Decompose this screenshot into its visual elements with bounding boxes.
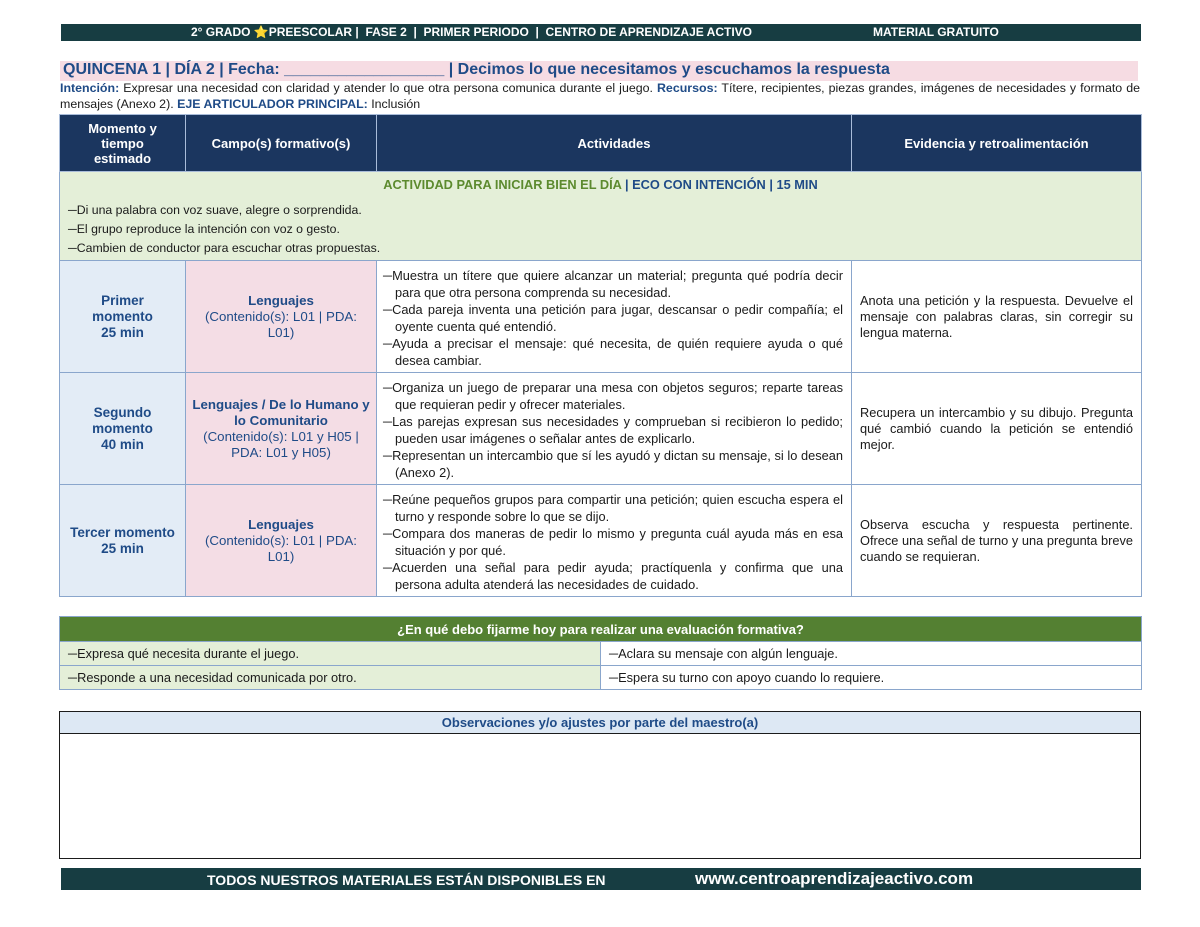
banner-left-text: 2° GRADO ⭐PREESCOLAR | FASE 2 | PRIMER PERIODO | CENTRO DE APRENDIZAJE ACTIVO <box>191 25 752 39</box>
formative-evaluation-table <box>59 616 1142 690</box>
table-row <box>60 261 1142 373</box>
field-name: Lenguajes <box>248 292 314 308</box>
list-item: ─ Di una palabra con voz suave, alegre o sorprendida. <box>68 201 1133 220</box>
activity-item: ─ Reúne pequeños grupos para compartir una petición; quien escucha espera el turno y responde sobre lo que se dijo. <box>383 491 843 525</box>
evidence-cell: Anota una petición y la respuesta. Devuelve el mensaje con palabras claras, sin corregir su lengua materna. <box>852 261 1142 373</box>
header-field: Campo(s) formativo(s) <box>186 115 377 172</box>
evidence-cell: Observa escucha y respuesta pertinente. Ofrece una señal de turno y una pregunta breve cuando se requieran. <box>852 485 1142 597</box>
moment-line: Primer <box>101 292 144 308</box>
top-banner <box>61 24 1141 41</box>
intention-paragraph <box>60 81 1140 112</box>
field-content: (Contenido(s): L01 | PDA: L01) <box>204 532 357 564</box>
footer-website-link[interactable]: www.centroaprendizajeactivo.com <box>695 869 974 888</box>
footer-banner <box>61 868 1141 890</box>
activity-item: ─ Organiza un juego de preparar una mesa con objetos seguros; reparte tareas que requieran pedir y ofrecer materiales. <box>383 379 843 413</box>
observations-writing-area[interactable] <box>60 734 1140 858</box>
activity-item: ─ Compara dos maneras de pedir lo mismo y pregunta cuál ayuda más en esa situación y por qué. <box>383 525 843 559</box>
field-content: (Contenido(s): L01 y H05 | PDA: L01 y H05) <box>203 428 359 460</box>
activity-item: ─ Muestra un títere que quiere alcanzar un material; pregunta qué podría decir para que otra persona comprenda su necesidad. <box>383 267 843 301</box>
opener-title-text: ACTIVIDAD PARA INICIAR BIEN EL DÍA <box>383 177 622 192</box>
header-moment: Momento y tiempo estimado <box>60 115 186 172</box>
intention-label: Intención: <box>60 81 120 95</box>
banner-right-text: MATERIAL GRATUITO <box>873 25 999 39</box>
activity-item: ─ Representan un intercambio que sí les ayudó y dictan su mensaje, si lo desean (Anexo 2). <box>383 447 843 481</box>
table-row <box>60 485 1142 597</box>
page-title: QUINCENA 1 | DÍA 2 | Fecha: __________________ | Decimos lo que necesitamos y escuchamos la respuesta <box>63 61 890 78</box>
moment-cell <box>60 261 186 373</box>
page-title-bar <box>60 61 1138 81</box>
evaluation-title: ¿En qué debo fijarme hoy para realizar una evaluación formativa? <box>60 617 1142 642</box>
field-cell <box>186 485 377 597</box>
activity-item: ─ Ayuda a precisar el mensaje: qué necesita, de quién requiere ayuda o qué desea cambiar. <box>383 335 843 369</box>
moment-line: momento <box>92 420 153 436</box>
evaluation-item: ─ Expresa qué necesita durante el juego. <box>60 642 601 666</box>
evaluation-item: ─ Espera su turno con apoyo cuando lo requiere. <box>601 666 1142 690</box>
opener-subtitle: | ECO CON INTENCIÓN | 15 MIN <box>621 177 818 192</box>
moment-line: Tercer momento <box>70 524 175 540</box>
field-name: Lenguajes / De lo Humano y lo Comunitario <box>192 396 370 428</box>
activities-cell <box>377 373 852 485</box>
evidence-cell: Recupera un intercambio y su dibujo. Pregunta qué cambió cuando la petición se entendió mejor. <box>852 373 1142 485</box>
field-name: Lenguajes <box>248 516 314 532</box>
opener-row <box>60 172 1142 261</box>
opener-cell <box>60 172 1142 261</box>
moment-line: 25 min <box>101 540 144 556</box>
opener-title <box>68 177 1133 192</box>
intention-text: Expresar una necesidad con claridad y atender lo que otra persona comunica durante el juego. <box>119 81 657 95</box>
activities-table <box>59 114 1142 597</box>
moment-line: momento <box>92 308 153 324</box>
field-cell <box>186 261 377 373</box>
observations-box <box>59 711 1141 859</box>
opener-list <box>68 201 1133 258</box>
table-header-row <box>60 115 1142 172</box>
table-row <box>60 373 1142 485</box>
moment-line: 25 min <box>101 324 144 340</box>
moment-line: 40 min <box>101 436 144 452</box>
field-content: (Contenido(s): L01 | PDA: L01) <box>204 308 357 340</box>
moment-line: Segundo <box>93 404 152 420</box>
observations-title: Observaciones y/o ajustes por parte del maestro(a) <box>60 712 1140 734</box>
list-item: ─ Cambien de conductor para escuchar otras propuestas. <box>68 239 1133 258</box>
resources-label: Recursos: <box>656 81 718 95</box>
resources-text: Títere, recipientes, piezas grandes, imágenes de necesidades y formato de mensajes (Anexo 2). <box>60 81 1140 111</box>
list-item: ─ El grupo reproduce la intención con voz o gesto. <box>68 220 1133 239</box>
axis-text: Inclusión <box>367 96 421 111</box>
field-cell <box>186 373 377 485</box>
activities-cell <box>377 261 852 373</box>
footer-text: TODOS NUESTROS MATERIALES ESTÁN DISPONIBLES EN <box>207 872 606 888</box>
moment-cell <box>60 373 186 485</box>
activities-cell <box>377 485 852 597</box>
moment-cell <box>60 485 186 597</box>
header-evidence: Evidencia y retroalimentación <box>852 115 1142 172</box>
evaluation-item: ─ Responde a una necesidad comunicada por otro. <box>60 666 601 690</box>
activity-item: ─ Cada pareja inventa una petición para jugar, descansar o pedir compañía; el oyente cuenta qué entendió. <box>383 301 843 335</box>
evaluation-item: ─ Aclara su mensaje con algún lenguaje. <box>601 642 1142 666</box>
activity-item: ─ Las parejas expresan sus necesidades y comprueban si recibieron lo pedido; pueden usar imágenes o señalar antes de explicarlo. <box>383 413 843 447</box>
header-activities: Actividades <box>377 115 852 172</box>
axis-label: EJE ARTICULADOR PRINCIPAL: <box>177 96 368 111</box>
activity-item: ─ Acuerden una señal para pedir ayuda; practíquenla y confirma que una persona adulta atenderá las necesidades de cuidado. <box>383 559 843 593</box>
